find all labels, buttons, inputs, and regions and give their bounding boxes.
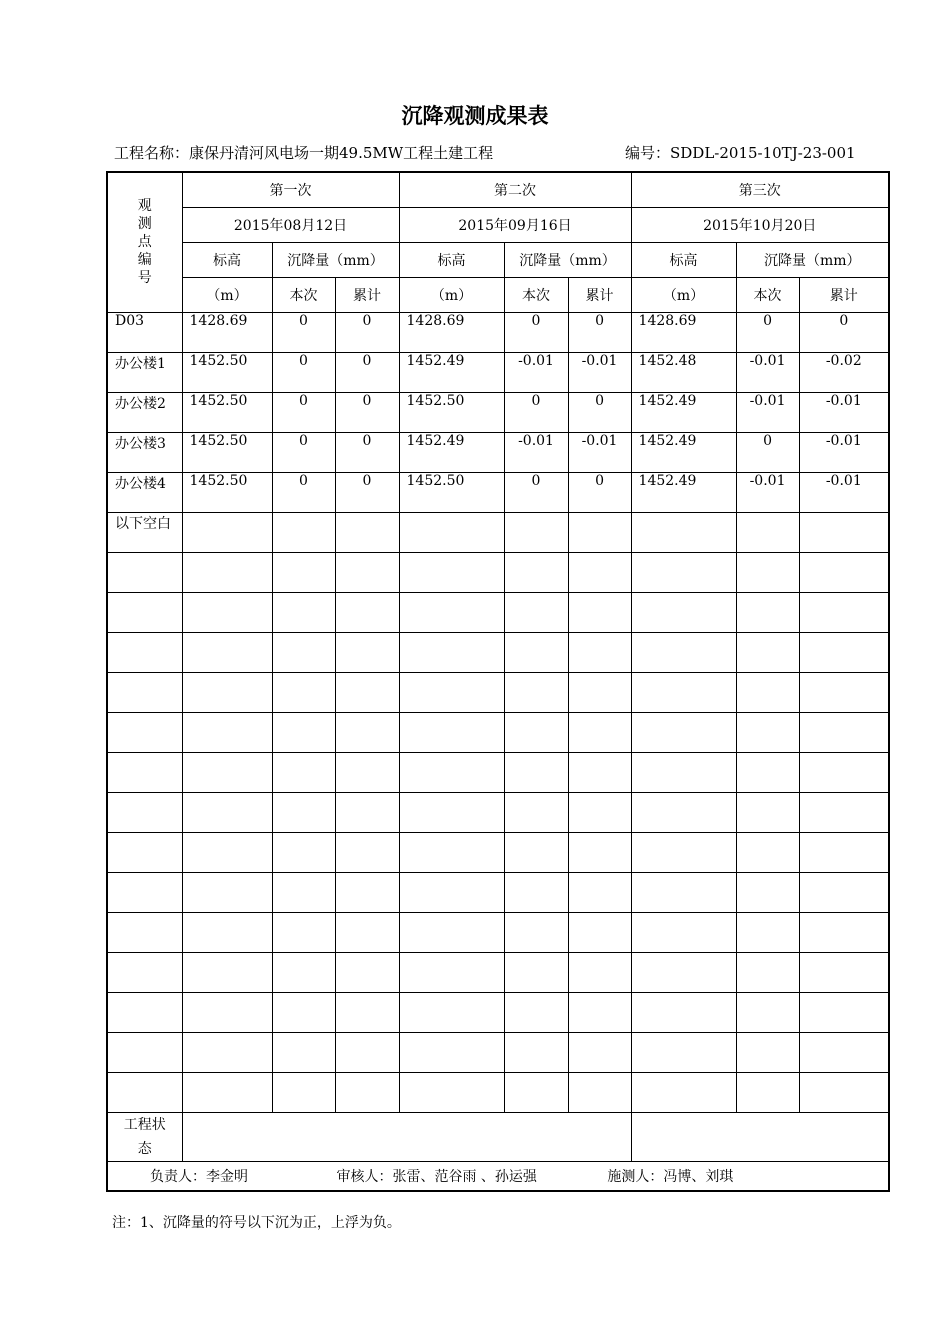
elevation-cell: 1452.49 <box>631 392 736 432</box>
table-row <box>107 1032 889 1072</box>
elevation-cell <box>182 1032 272 1072</box>
elevation-cell <box>182 712 272 752</box>
elevation-cell <box>399 872 504 912</box>
this-time-cell: 0 <box>272 392 335 432</box>
cumulative-header: 累计 <box>568 277 631 312</box>
this-time-cell: 0 <box>272 352 335 392</box>
this-time-cell: 0 <box>272 312 335 352</box>
cumulative-cell <box>799 512 889 552</box>
elevation-unit: （m） <box>182 277 272 312</box>
this-time-cell: 0 <box>272 432 335 472</box>
elevation-cell <box>399 712 504 752</box>
elevation-cell <box>182 1072 272 1112</box>
cumulative-cell <box>799 792 889 832</box>
this-time-cell: -0.01 <box>504 432 568 472</box>
this-time-cell <box>504 712 568 752</box>
settlement-header: 沉降量（mm） <box>736 242 889 277</box>
settlement-header: 沉降量（mm） <box>504 242 631 277</box>
elevation-header: 标高 <box>631 242 736 277</box>
cumulative-cell: -0.01 <box>799 392 889 432</box>
cumulative-cell <box>335 952 399 992</box>
this-time-cell: 0 <box>504 312 568 352</box>
point-id-cell: 办公楼4 <box>107 472 182 512</box>
table-row <box>107 592 889 632</box>
point-id-cell <box>107 592 182 632</box>
point-id-cell <box>107 752 182 792</box>
this-time-cell <box>272 992 335 1032</box>
elevation-cell: 1452.50 <box>182 432 272 472</box>
this-time-cell <box>504 872 568 912</box>
cumulative-cell: 0 <box>335 472 399 512</box>
point-id-cell <box>107 552 182 592</box>
this-time-cell <box>272 872 335 912</box>
cumulative-cell: 0 <box>335 392 399 432</box>
signature-row <box>107 1161 889 1191</box>
elevation-cell: 1452.48 <box>631 352 736 392</box>
point-id-cell <box>107 712 182 752</box>
this-time-cell <box>272 952 335 992</box>
elevation-cell <box>631 792 736 832</box>
cumulative-cell <box>335 512 399 552</box>
cumulative-cell: 0 <box>335 352 399 392</box>
elevation-cell <box>182 992 272 1032</box>
elevation-cell: 1452.50 <box>182 392 272 432</box>
this-time-cell: -0.01 <box>504 352 568 392</box>
cumulative-cell: 0 <box>799 312 889 352</box>
elevation-header: 标高 <box>399 242 504 277</box>
this-time-cell <box>736 752 799 792</box>
this-time-header: 本次 <box>504 277 568 312</box>
elevation-cell <box>631 592 736 632</box>
project-status-label: 工程状 态 <box>107 1112 182 1161</box>
cumulative-cell <box>799 672 889 712</box>
cumulative-cell <box>568 1032 631 1072</box>
project-name: 工程名称：康保丹清河风电场一期49.5MW工程土建工程 <box>114 144 494 162</box>
this-time-cell <box>736 592 799 632</box>
round-1-header: 第一次 <box>182 172 399 207</box>
this-time-cell: -0.01 <box>736 352 799 392</box>
cumulative-cell <box>799 1072 889 1112</box>
point-id-cell <box>107 992 182 1032</box>
this-time-cell <box>736 552 799 592</box>
elevation-cell <box>631 1072 736 1112</box>
cumulative-cell <box>335 592 399 632</box>
footnote: 注：1、沉降量的符号以下沉为正，上浮为负。 <box>112 1215 401 1231</box>
elevation-cell <box>631 1032 736 1072</box>
cumulative-cell <box>335 752 399 792</box>
elevation-cell <box>631 752 736 792</box>
this-time-cell <box>504 672 568 712</box>
cumulative-cell: -0.01 <box>568 432 631 472</box>
elevation-cell: 1452.50 <box>182 472 272 512</box>
this-time-cell <box>504 512 568 552</box>
elevation-cell <box>399 992 504 1032</box>
cumulative-cell <box>568 1072 631 1112</box>
point-id-cell: D03 <box>107 312 182 352</box>
elevation-cell <box>631 832 736 872</box>
cumulative-cell: 0 <box>335 432 399 472</box>
this-time-cell <box>736 792 799 832</box>
this-time-header: 本次 <box>736 277 799 312</box>
table-row <box>107 872 889 912</box>
elevation-cell <box>631 952 736 992</box>
round-2-header: 第二次 <box>399 172 631 207</box>
cumulative-cell <box>568 792 631 832</box>
elevation-cell: 1452.50 <box>399 392 504 432</box>
this-time-cell <box>272 1032 335 1072</box>
point-id-cell: 办公楼1 <box>107 352 182 392</box>
elevation-cell: 1452.49 <box>399 352 504 392</box>
point-id-cell <box>107 952 182 992</box>
table-row <box>107 712 889 752</box>
elevation-cell <box>182 792 272 832</box>
cumulative-cell <box>335 552 399 592</box>
round-3-header: 第三次 <box>631 172 889 207</box>
this-time-cell <box>504 912 568 952</box>
elevation-cell <box>399 912 504 952</box>
cumulative-cell <box>799 1032 889 1072</box>
this-time-cell <box>504 632 568 672</box>
this-time-cell <box>736 952 799 992</box>
cumulative-cell <box>799 632 889 672</box>
cumulative-cell <box>335 872 399 912</box>
cumulative-cell <box>568 512 631 552</box>
round-2-date: 2015年09月16日 <box>399 207 631 242</box>
this-time-cell <box>736 872 799 912</box>
cumulative-cell <box>799 552 889 592</box>
cumulative-cell <box>568 952 631 992</box>
cumulative-cell <box>335 912 399 952</box>
elevation-cell <box>399 832 504 872</box>
reviewer: 审核人：张雷、范谷雨 、孙运强 <box>336 1168 537 1185</box>
table-row <box>107 392 889 432</box>
point-id-cell: 以下空白 <box>107 512 182 552</box>
elevation-cell <box>399 1032 504 1072</box>
elevation-cell <box>182 672 272 712</box>
this-time-cell <box>272 672 335 712</box>
elevation-cell <box>182 552 272 592</box>
elevation-unit: （m） <box>399 277 504 312</box>
cumulative-cell: -0.01 <box>568 352 631 392</box>
table-row <box>107 832 889 872</box>
elevation-cell <box>182 952 272 992</box>
point-id-cell <box>107 792 182 832</box>
elevation-cell <box>182 832 272 872</box>
this-time-cell: 0 <box>504 392 568 432</box>
cumulative-header: 累计 <box>335 277 399 312</box>
cumulative-cell: -0.01 <box>799 432 889 472</box>
this-time-cell <box>272 552 335 592</box>
elevation-cell: 1428.69 <box>399 312 504 352</box>
cumulative-cell <box>799 872 889 912</box>
elevation-cell <box>182 632 272 672</box>
point-id-cell <box>107 832 182 872</box>
cumulative-cell <box>568 832 631 872</box>
this-time-cell <box>504 752 568 792</box>
this-time-cell <box>504 952 568 992</box>
elevation-cell <box>399 592 504 632</box>
elevation-cell: 1452.49 <box>399 432 504 472</box>
this-time-cell <box>736 992 799 1032</box>
this-time-cell <box>736 832 799 872</box>
elevation-cell: 1452.50 <box>182 352 272 392</box>
cumulative-cell <box>799 952 889 992</box>
elevation-cell: 1452.49 <box>631 432 736 472</box>
cumulative-cell <box>799 592 889 632</box>
cumulative-cell: -0.02 <box>799 352 889 392</box>
table-row <box>107 312 889 352</box>
cumulative-cell <box>335 832 399 872</box>
project-status-cell <box>182 1112 631 1161</box>
elevation-cell <box>631 912 736 952</box>
point-id-cell <box>107 1032 182 1072</box>
cumulative-cell <box>335 992 399 1032</box>
cumulative-cell <box>568 672 631 712</box>
table-row <box>107 552 889 592</box>
elevation-cell <box>631 672 736 712</box>
table-row <box>107 512 889 552</box>
point-id-header: 观 测 点 编 号 <box>107 172 182 312</box>
this-time-cell <box>272 832 335 872</box>
elevation-cell <box>631 872 736 912</box>
cumulative-cell <box>799 752 889 792</box>
this-time-cell <box>272 752 335 792</box>
elevation-cell <box>399 792 504 832</box>
this-time-cell <box>272 712 335 752</box>
table-row <box>107 792 889 832</box>
table-row <box>107 952 889 992</box>
elevation-unit: （m） <box>631 277 736 312</box>
page-title: 沉降观测成果表 <box>401 104 549 128</box>
elevation-cell <box>182 752 272 792</box>
elevation-cell: 1452.50 <box>399 472 504 512</box>
elevation-cell <box>399 952 504 992</box>
elevation-header: 标高 <box>182 242 272 277</box>
point-id-cell <box>107 912 182 952</box>
elevation-cell <box>182 592 272 632</box>
cumulative-cell <box>335 672 399 712</box>
cumulative-cell <box>568 632 631 672</box>
this-time-cell: 0 <box>736 312 799 352</box>
point-id-cell <box>107 632 182 672</box>
cumulative-cell <box>799 832 889 872</box>
elevation-cell <box>182 912 272 952</box>
this-time-cell <box>504 592 568 632</box>
cumulative-header: 累计 <box>799 277 889 312</box>
elevation-cell <box>399 752 504 792</box>
elevation-cell <box>399 1072 504 1112</box>
this-time-cell <box>272 632 335 672</box>
this-time-cell <box>504 552 568 592</box>
this-time-cell <box>272 512 335 552</box>
elevation-cell <box>182 872 272 912</box>
elevation-cell <box>182 512 272 552</box>
cumulative-cell <box>799 712 889 752</box>
this-time-cell <box>272 592 335 632</box>
round-1-date: 2015年08月12日 <box>182 207 399 242</box>
cumulative-cell: 0 <box>335 312 399 352</box>
this-time-header: 本次 <box>272 277 335 312</box>
elevation-cell <box>399 512 504 552</box>
cumulative-cell <box>568 552 631 592</box>
cumulative-cell: 0 <box>568 472 631 512</box>
cumulative-cell <box>335 1032 399 1072</box>
point-id-cell: 办公楼2 <box>107 392 182 432</box>
cumulative-cell: -0.01 <box>799 472 889 512</box>
cumulative-cell <box>568 752 631 792</box>
this-time-cell <box>736 672 799 712</box>
elevation-cell: 1428.69 <box>631 312 736 352</box>
cumulative-cell <box>568 872 631 912</box>
this-time-cell <box>736 1072 799 1112</box>
elevation-cell <box>631 512 736 552</box>
elevation-cell <box>399 632 504 672</box>
table-row <box>107 472 889 512</box>
table-row <box>107 752 889 792</box>
cumulative-cell: 0 <box>568 312 631 352</box>
cumulative-cell <box>335 792 399 832</box>
cumulative-cell <box>568 912 631 952</box>
point-id-cell <box>107 1072 182 1112</box>
table-row <box>107 1072 889 1112</box>
point-id-cell <box>107 872 182 912</box>
elevation-cell <box>631 712 736 752</box>
this-time-cell <box>504 1072 568 1112</box>
document-code: 编号：SDDL-2015-10TJ-23-001 <box>625 144 856 162</box>
elevation-cell <box>631 632 736 672</box>
this-time-cell <box>736 1032 799 1072</box>
table-row <box>107 672 889 712</box>
elevation-cell: 1428.69 <box>182 312 272 352</box>
table-row <box>107 352 889 392</box>
this-time-cell <box>736 912 799 952</box>
this-time-cell <box>272 1072 335 1112</box>
this-time-cell <box>504 992 568 1032</box>
settlement-header: 沉降量（mm） <box>272 242 399 277</box>
cumulative-cell <box>568 712 631 752</box>
this-time-cell <box>504 832 568 872</box>
elevation-cell <box>399 672 504 712</box>
point-id-cell <box>107 672 182 712</box>
cumulative-cell <box>799 992 889 1032</box>
cumulative-cell <box>335 632 399 672</box>
table-row <box>107 992 889 1032</box>
elevation-cell: 1452.49 <box>631 472 736 512</box>
this-time-cell: 0 <box>272 472 335 512</box>
settlement-table <box>106 171 890 1192</box>
this-time-cell <box>736 712 799 752</box>
this-time-cell <box>504 792 568 832</box>
round-3-date: 2015年10月20日 <box>631 207 889 242</box>
this-time-cell: -0.01 <box>736 472 799 512</box>
elevation-cell <box>399 552 504 592</box>
cumulative-cell <box>335 1072 399 1112</box>
table-row <box>107 432 889 472</box>
cumulative-cell <box>568 992 631 1032</box>
cumulative-cell: 0 <box>568 392 631 432</box>
surveyor: 施测人：冯博、刘琪 <box>607 1168 734 1185</box>
elevation-cell <box>631 552 736 592</box>
this-time-cell: 0 <box>736 432 799 472</box>
point-id-cell: 办公楼3 <box>107 432 182 472</box>
table-row <box>107 632 889 672</box>
project-status-cell-2 <box>631 1112 889 1161</box>
this-time-cell <box>272 792 335 832</box>
this-time-cell: 0 <box>504 472 568 512</box>
cumulative-cell <box>799 912 889 952</box>
this-time-cell <box>504 1032 568 1072</box>
responsible-person: 负责人：李金明 <box>150 1168 248 1185</box>
elevation-cell <box>631 992 736 1032</box>
this-time-cell: -0.01 <box>736 392 799 432</box>
cumulative-cell <box>335 712 399 752</box>
this-time-cell <box>272 912 335 952</box>
this-time-cell <box>736 632 799 672</box>
table-row <box>107 912 889 952</box>
cumulative-cell <box>568 592 631 632</box>
this-time-cell <box>736 512 799 552</box>
